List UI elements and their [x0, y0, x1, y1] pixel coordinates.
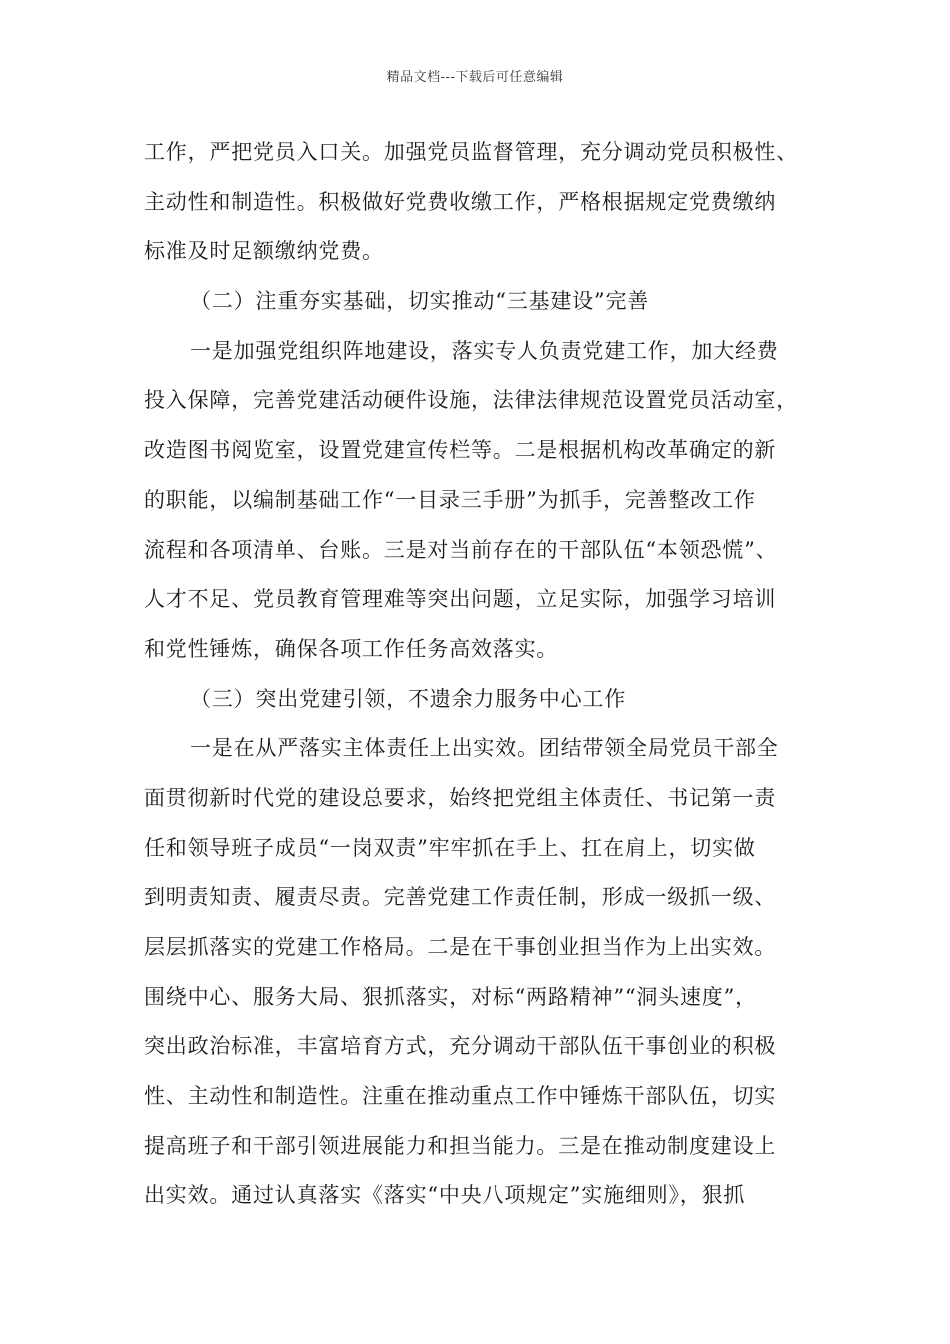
text-line: 的职能，以编制基础工作“一目录三手册”为抓手，完善整改工作 [144, 487, 756, 512]
text-line: 标准及时足额缴纳党费。 [144, 239, 384, 264]
section-heading-3: （三）突出党建引领，不遗余力服务中心工作 [190, 686, 626, 711]
text-line: 投入保障，完善党建活动硬件设施，法律法律规范设置党员活动室， [144, 388, 798, 413]
text-line: 改造图书阅览室，设置党建宣传栏等。二是根据机构改革确定的新 [144, 438, 777, 463]
text-line: 任和领导班子成员“一岗双责”牢牢抓在手上、扛在肩上，切实做 [144, 835, 756, 860]
text-line: 性、主动性和制造性。注重在推动重点工作中锤炼干部队伍，切实 [144, 1084, 777, 1109]
document-body [144, 128, 834, 1221]
text-line: 出实效。通过认真落实《落实“中央八项规定”实施细则》，狠抓 [144, 1183, 746, 1208]
text-line: 和党性锤炼，确保各项工作任务高效落实。 [144, 636, 559, 661]
text-line: 层层抓落实的党建工作格局。二是在干事创业担当作为上出实效。 [144, 935, 777, 959]
text-line: 主动性和制造性。积极做好党费收缴工作，严格根据规定党费缴纳 [144, 189, 777, 214]
text-line: 人才不足、党员教育管理难等突出问题，立足实际，加强学习培训 [144, 587, 777, 612]
paragraph-start: 一是加强党组织阵地建设，落实专人负责党建工作，加大经费 [190, 338, 779, 363]
text-line: 流程和各项清单、台账。三是对当前存在的干部队伍“本领恐慌”、 [144, 537, 778, 562]
page-header: 精品文档---下载后可任意编辑 [386, 70, 564, 85]
text-line: 围绕中心、服务大局、狠抓落实，对标“两路精神”“洞头速度”， [144, 984, 757, 1009]
text-line: 突出政治标准，丰富培育方式，充分调动干部队伍干事创业的积极 [144, 1034, 777, 1059]
section-heading-2: （二）注重夯实基础，切实推动“三基建设”完善 [190, 289, 650, 314]
text-line: 提高班子和干部引领进展能力和担当能力。三是在推动制度建设上 [144, 1133, 777, 1158]
text-line: 面贯彻新时代党的建设总要求，始终把党组主体责任、书记第一责 [144, 785, 777, 810]
text-line: 到明责知责、履责尽责。完善党建工作责任制，形成一级抓一级、 [144, 885, 777, 910]
text-line: 工作，严把党员入口关。加强党员监督管理，充分调动党员积极性、 [144, 140, 798, 164]
paragraph-start: 一是在从严落实主体责任上出实效。团结带领全局党员干部全 [190, 736, 779, 761]
